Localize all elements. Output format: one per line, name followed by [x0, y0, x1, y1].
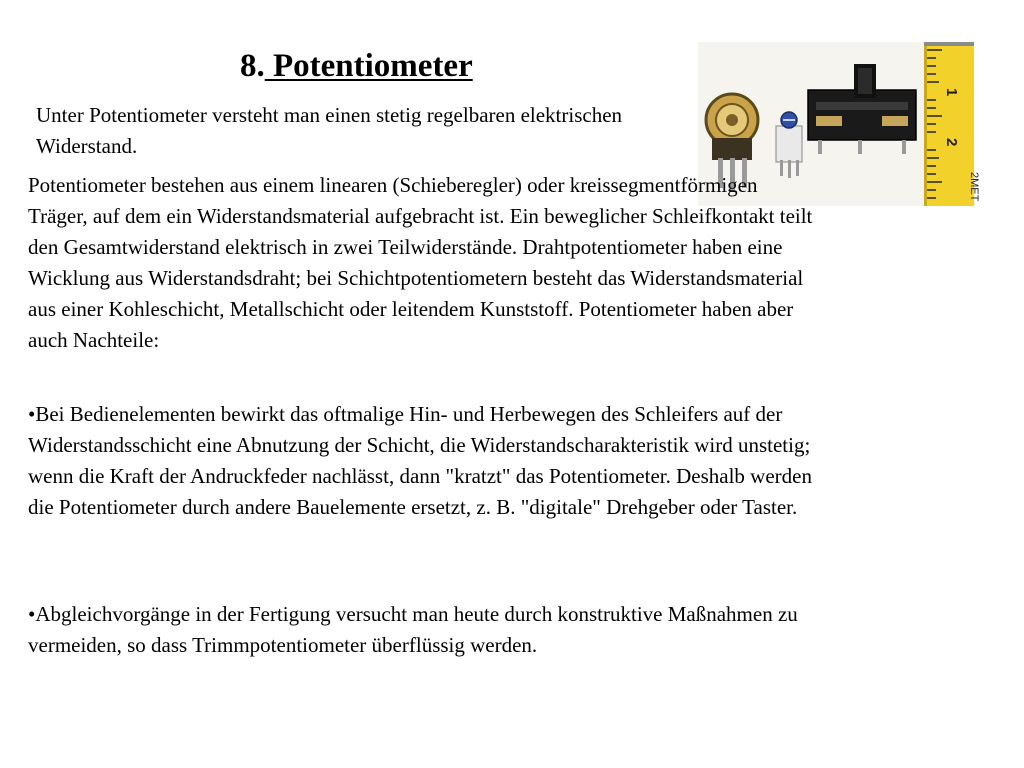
- paragraph-wear-disadvantage: •Bei Bedienelementen bewirkt das oftmalige Hin- und Herbewegen des Schleifers auf der Widerstandsschicht eine Abnutzung der Schicht, die Widerstandscharakteristik wird unstetig; wenn die Kraft der Andruckfeder nachlässt, dann "kratzt" das Potentiometer. Deshalb werden die Potentiometer durch andere Bauelemente ersetzt, z. B. "digitale" Drehgeber oder Taster.: [28, 402, 812, 519]
- title-number: 8.: [240, 48, 265, 84]
- ruler-mark-2: 2: [943, 138, 960, 147]
- ruler-mark-1: 1: [943, 88, 960, 97]
- slide-title: [240, 44, 473, 88]
- paragraph-construction: Potentiometer bestehen aus einem linearen (Schieberegler) oder kreissegmentförmigen Träger, auf dem ein Widerstandsmaterial aufgebracht ist. Ein beweglicher Schleifkontakt teilt den Gesamtwiderstand elektrisch in zwei Teilwiderstände. Drahtpotentiometer haben eine Wicklung aus Widerstandsdraht; bei Schichtpotentiometern besteht das Widerstandsmaterial aus einer Kohleschicht, Metallschicht oder leitendem Kunststoff. Potentiometer haben aber auch Nachteile:: [28, 173, 813, 352]
- paragraph-trim-avoidance: •Abgleichvorgänge in der Fertigung versucht man heute durch konstruktive Maßnahmen zu vermeiden, so dass Trimmpotentiometer überflüssig werden.: [28, 602, 798, 657]
- ruler-graphic: [924, 42, 980, 206]
- intro-text: Unter Potentiometer versteht man einen stetig regelbaren elektrischen Widerstand.: [36, 103, 623, 158]
- title-text: Potentiometer: [264, 48, 473, 84]
- ruler-unit-label: 2MET: [968, 172, 980, 202]
